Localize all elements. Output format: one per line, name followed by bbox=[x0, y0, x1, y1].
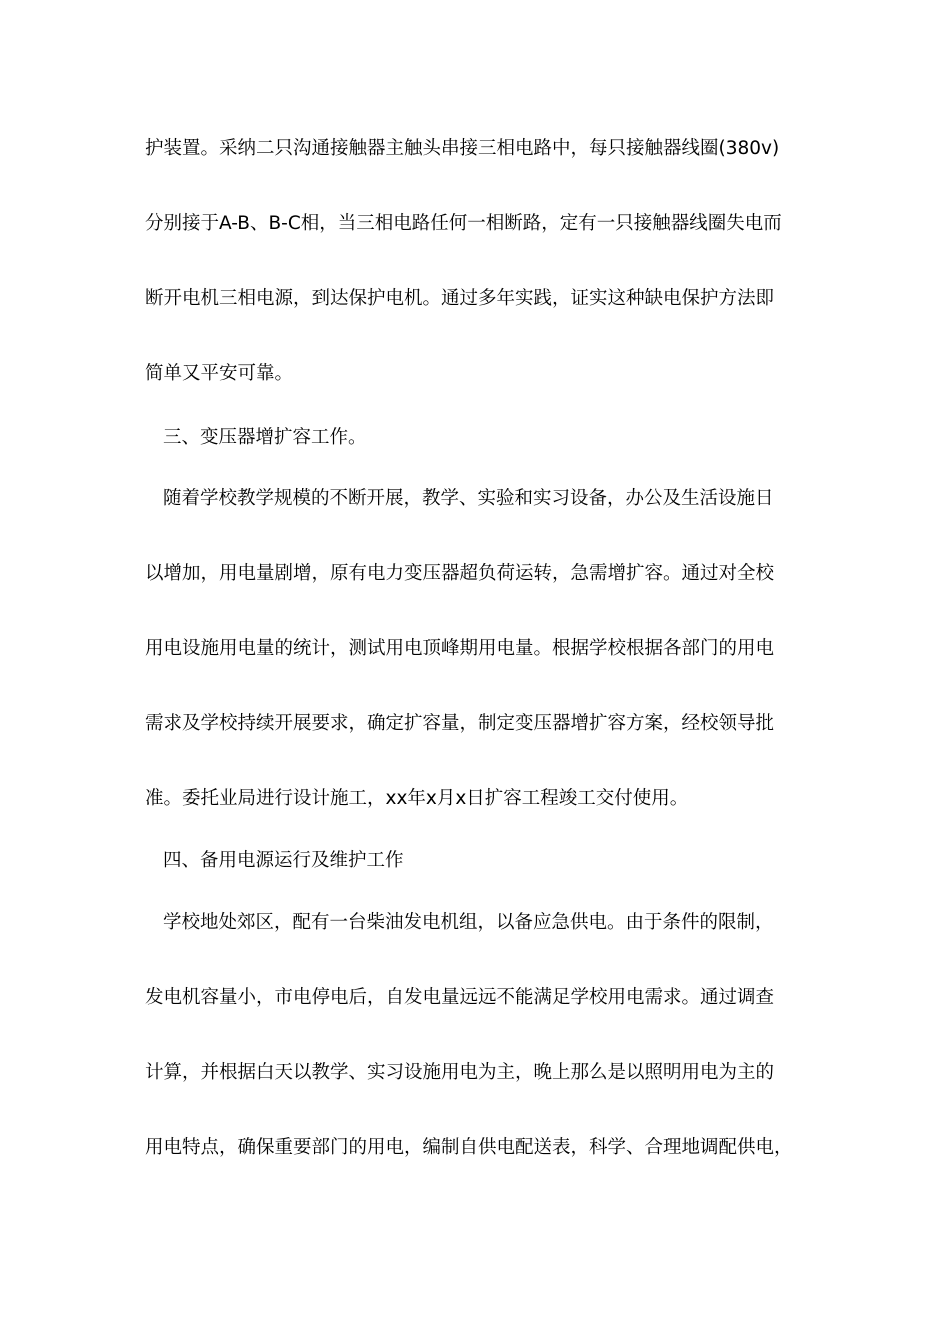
text-line: 需求及学校持续开展要求，确定扩容量，制定变压器增扩容方案，经校领导批 bbox=[145, 713, 775, 734]
section-heading: 三、变压器增扩容工作。 bbox=[163, 427, 367, 448]
text-line: 学校地处郊区，配有一台柴油发电机组，以备应急供电。由于条件的限制， bbox=[163, 912, 774, 933]
text-line: 用电特点，确保重要部门的用电，编制自供电配送表，科学、合理地调配供电， bbox=[145, 1137, 793, 1158]
text-line: 准。委托业局进行设计施工，xx年x月x日扩容工程竣工交付使用。 bbox=[145, 788, 689, 809]
text-line: 用电设施用电量的统计，测试用电顶峰期用电量。根据学校根据各部门的用电 bbox=[145, 638, 775, 659]
text-line: 断开电机三相电源，到达保护电机。通过多年实践，证实这种缺电保护方法即 bbox=[145, 288, 775, 309]
text-line: 随着学校教学规模的不断开展，教学、实验和实习设备，办公及生活设施日 bbox=[163, 488, 774, 509]
text-line: 以增加，用电量剧增，原有电力变压器超负荷运转，急需增扩容。通过对全校 bbox=[145, 563, 775, 584]
section-heading: 四、备用电源运行及维护工作 bbox=[163, 850, 404, 871]
text-line: 分别接于A-B、B-C相，当三相电路任何一相断路，定有一只接触器线圈失电而 bbox=[145, 213, 782, 234]
text-line: 简单又平安可靠。 bbox=[145, 363, 294, 384]
text-line: 发电机容量小，市电停电后，自发电量远远不能满足学校用电需求。通过调查 bbox=[145, 987, 775, 1008]
text-line: 计算，并根据白天以教学、实习设施用电为主，晚上那么是以照明用电为主的 bbox=[145, 1062, 775, 1083]
text-line: 护装置。采纳二只沟通接触器主触头串接三相电路中，每只接触器线圈(380v) bbox=[145, 138, 780, 159]
